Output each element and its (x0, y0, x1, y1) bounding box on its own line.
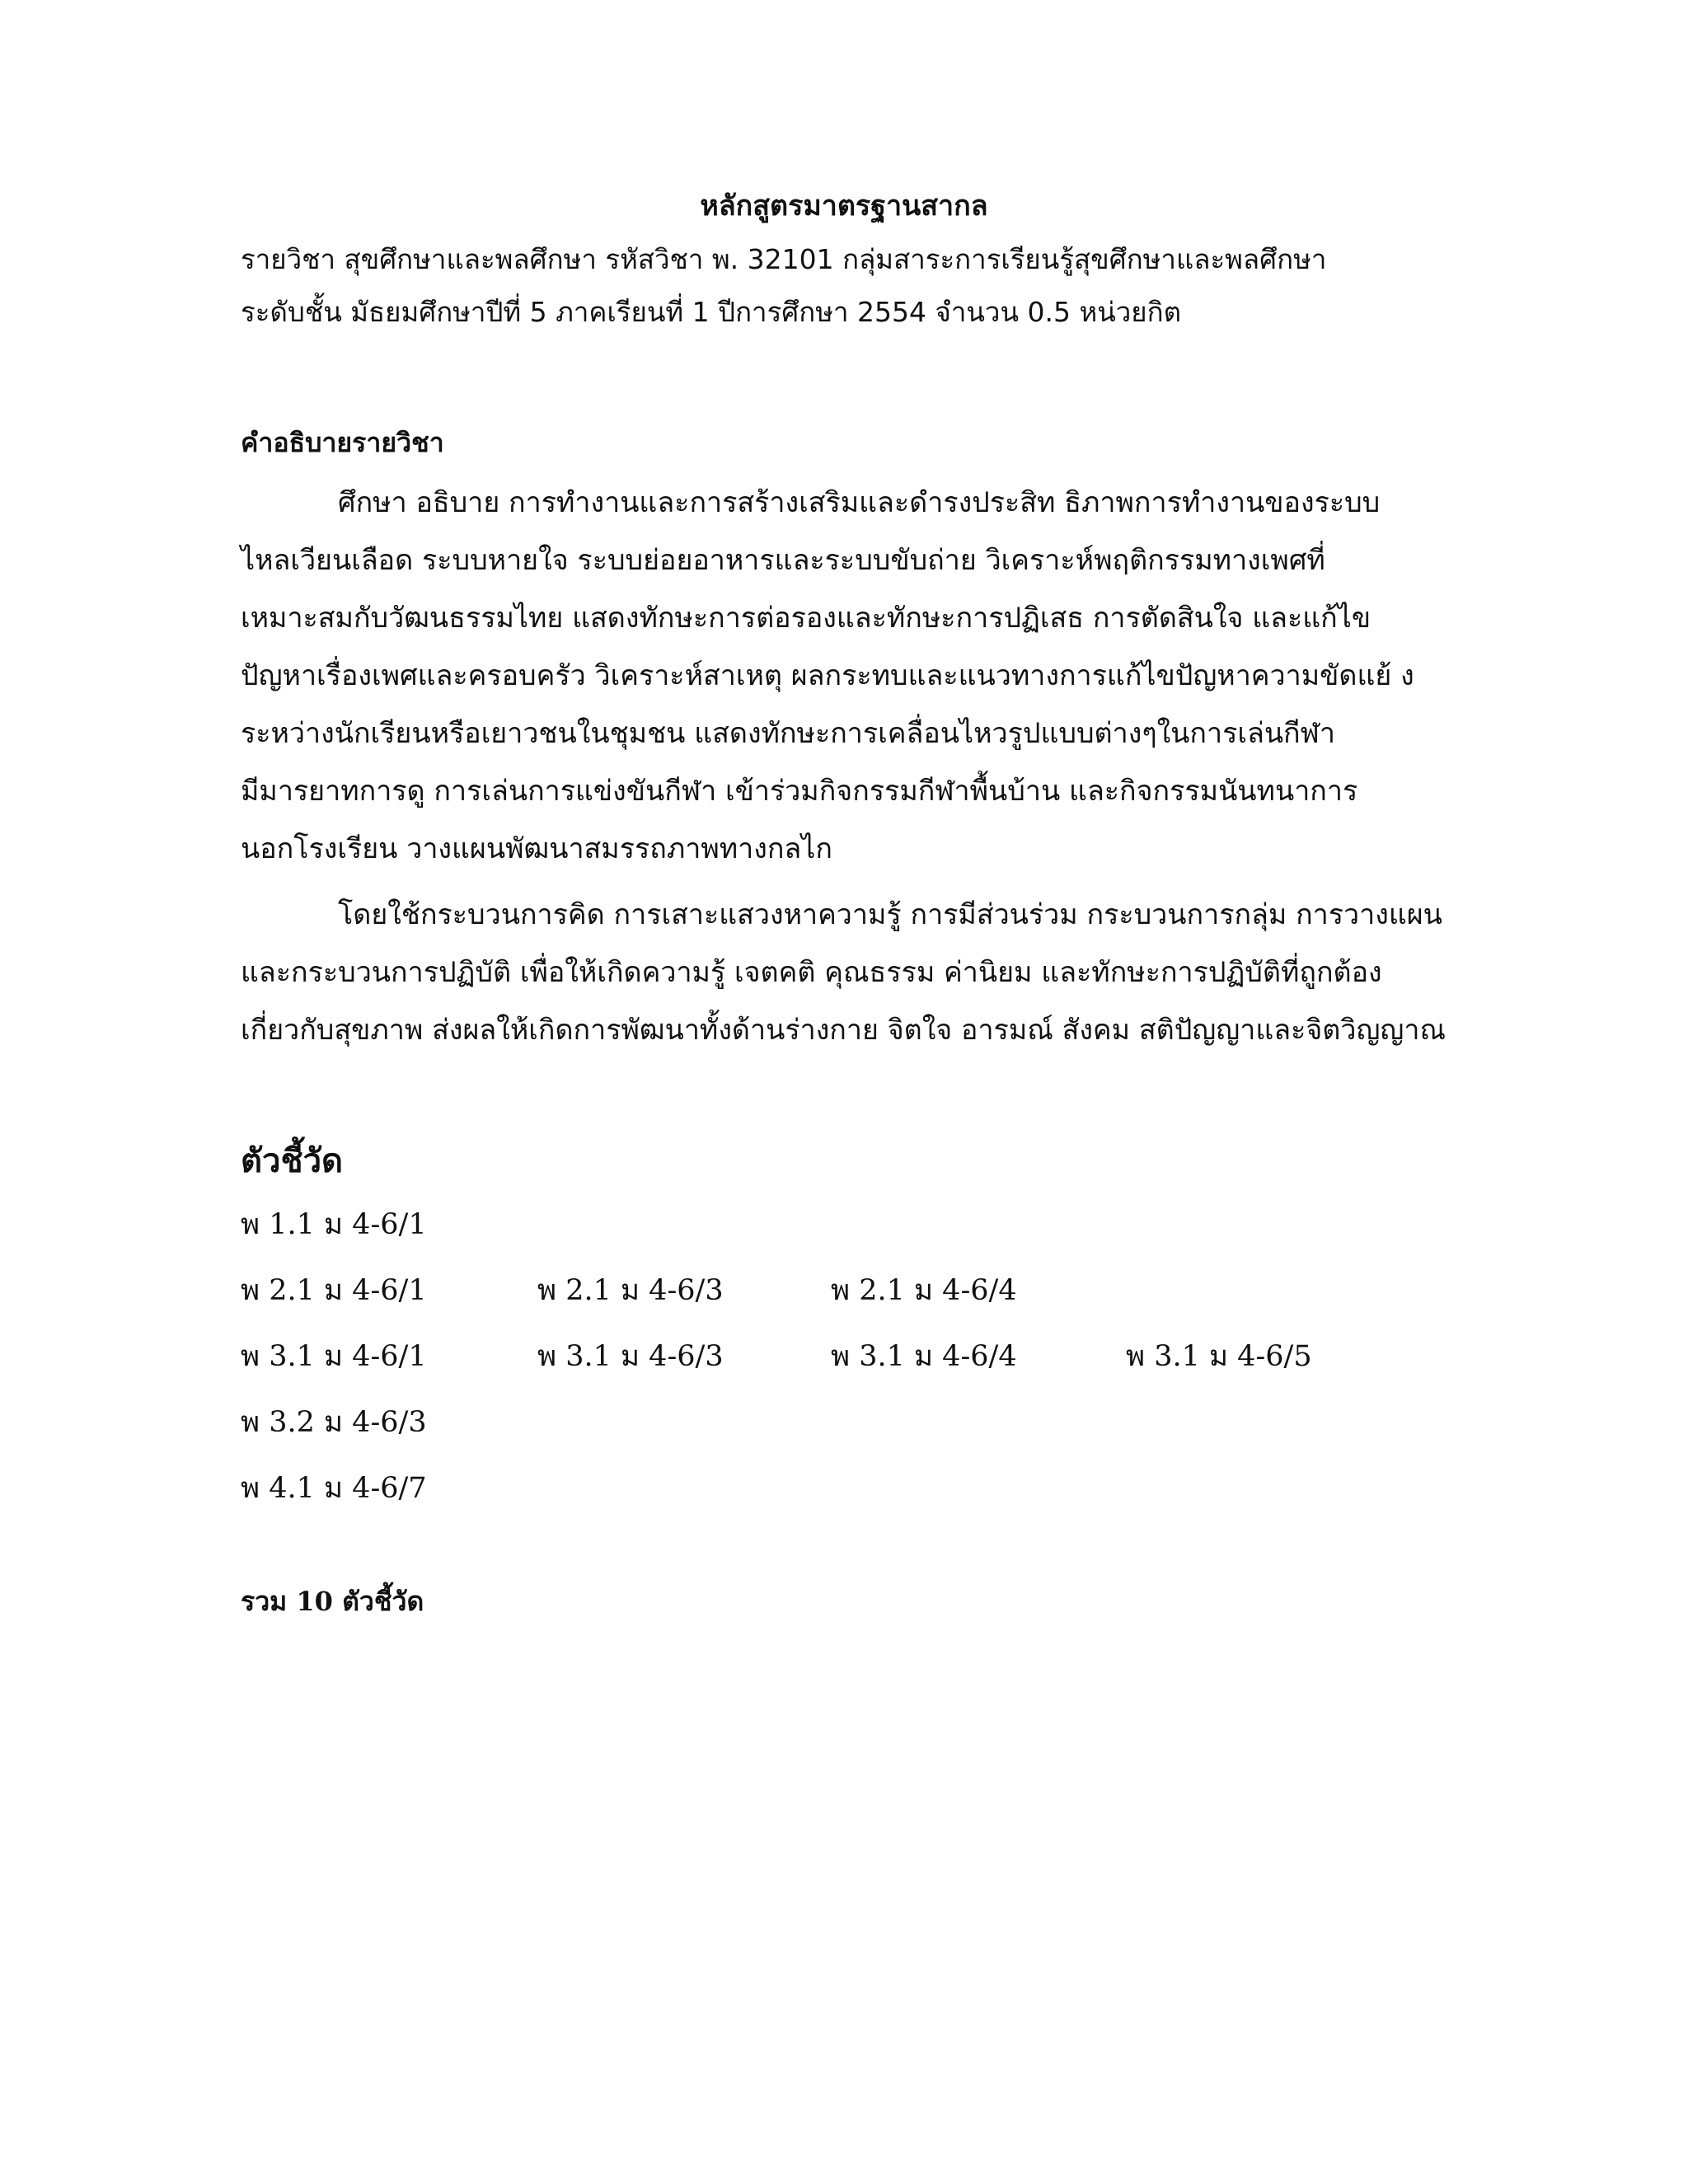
description-line: มีมารยาทการดู การเล่นการแข่งขันกีฬา เข้าร่วมกิจกรรมกีฬาพื้นบ้าน และกิจกรรมนันทนาการ (241, 775, 1358, 808)
description-line: เกี่ยวกับสุขภาพ ส่งผลให้เกิดการพัฒนาทั้งด้านร่างกาย จิตใจ อารมณ์ สังคม สติปัญญาและจิตวิญญาณ (241, 1014, 1447, 1047)
description-line: เหมาะสมกับวัฒนธรรมไทย แสดงทักษะการต่อรองและทักษะการปฏิเสธ การตัดสินใจ และแก้ไข (241, 602, 1372, 635)
description-line: ศึกษา อธิบาย การทำงานและการสร้างเสริมและดำรงประสิท ธิภาพการทำงานของระบบ (338, 486, 1381, 519)
description-line: และกระบวนการปฏิบัติ เพื่อให้เกิดความรู้ เจตคติ คุณธรรม ค่านิยม และทักษะการปฏิบัติที่ถูกต้อง (241, 956, 1382, 989)
indicator-code: พ 3.1 ม 4-6/4 (831, 1340, 1017, 1373)
indicator-code: พ 4.1 ม 4-6/7 (241, 1472, 427, 1505)
level-line: ระดับชั้น มัธยมศึกษาปีที่ 5 ภาคเรียนที่ 1 ปีการศึกษา 2554 จำนวน 0.5 หน่วยกิต (241, 296, 1182, 328)
indicators-heading: ตัวชี้วัด (241, 1141, 344, 1180)
indicators-total: รวม 10 ตัวชี้วัด (241, 1586, 424, 1617)
indicator-code: พ 3.1 ม 4-6/5 (1126, 1340, 1312, 1373)
indicator-code: พ 2.1 ม 4-6/4 (831, 1274, 1017, 1307)
description-line: โดยใช้กระบวนการคิด การเสาะแสวงหาความรู้ การมีส่วนร่วม กระบวนการกลุ่ม การวางแผน (338, 898, 1442, 931)
indicator-code: พ 3.1 ม 4-6/3 (537, 1340, 724, 1373)
indicator-code: พ 2.1 ม 4-6/3 (537, 1274, 724, 1307)
description-line: นอกโรงเรียน วางแผนพัฒนาสมรรถภาพทางกลไก (241, 832, 832, 865)
indicator-code: พ 3.2 ม 4-6/3 (241, 1406, 427, 1439)
document-title: หลักสูตรมาตรฐานสากล (700, 190, 988, 223)
course-line: รายวิชา สุขศึกษาและพลศึกษา รหัสวิชา พ. 32101 กลุ่มสาระการเรียนรู้สุขศึกษาและพลศึกษา (241, 243, 1327, 275)
indicator-code: พ 1.1 ม 4-6/1 (241, 1208, 427, 1241)
description-line: ไหลเวียนเลือด ระบบหายใจ ระบบย่อยอาหารและระบบขับถ่าย วิเคราะห์พฤติกรรมทางเพศที่ (241, 544, 1325, 577)
description-line: ปัญหาเรื่องเพศและครอบครัว วิเคราะห์สาเหตุ ผลกระทบและแนวทางการแก้ไขปัญหาความขัดแย้ ง (241, 659, 1414, 692)
indicator-code: พ 3.1 ม 4-6/1 (241, 1340, 427, 1373)
description-line: ระหว่างนักเรียนหรือเยาวชนในชุมชน แสดงทักษะการเคลื่อนไหวรูปแบบต่างๆในการเล่นกีฬา (241, 717, 1335, 750)
indicator-code: พ 2.1 ม 4-6/1 (241, 1274, 427, 1307)
description-heading: คำอธิบายรายวิชา (241, 427, 444, 458)
